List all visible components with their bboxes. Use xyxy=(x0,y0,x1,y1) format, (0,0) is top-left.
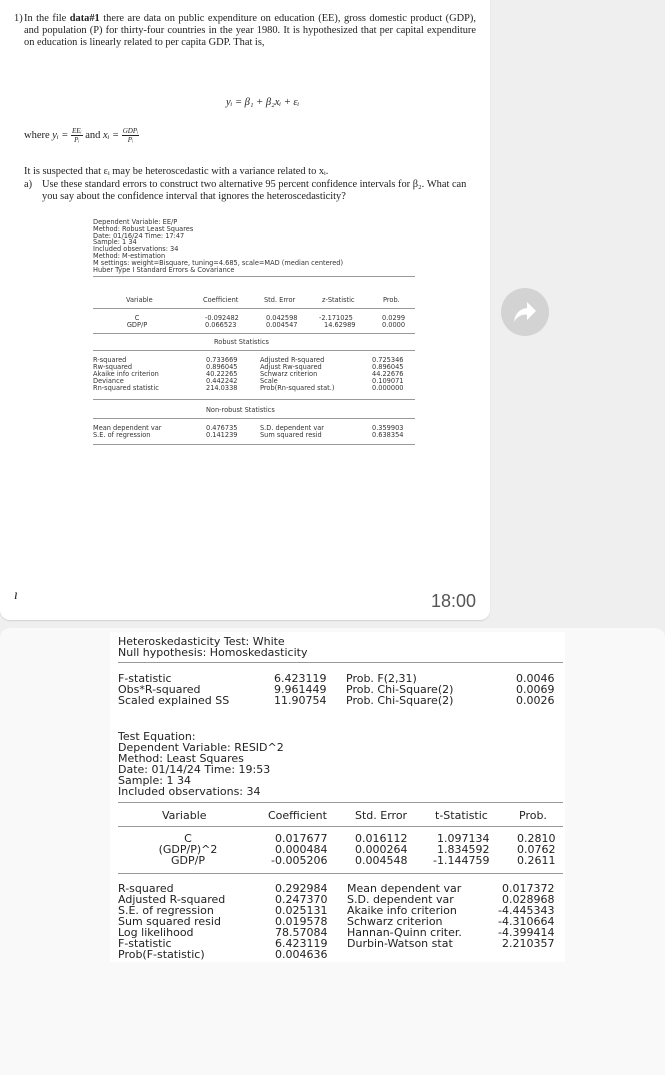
stat-value: 0.442242 xyxy=(206,377,238,385)
intro-text-2: there are data on public expenditure on education (EE), gross domestic product (GDP), and population (P) for thirty-four countries in the year 1980. It is hypothesized that per capital expenditure on education is linearly related to per capita GDP. That is, xyxy=(24,13,476,48)
section-title: Non-robust Statistics xyxy=(206,406,275,414)
column-header: Prob. xyxy=(383,296,400,304)
table-cell: 0.004548 xyxy=(355,854,408,867)
forward-arrow-icon xyxy=(513,301,537,323)
stat-label: Rn-squared statistic xyxy=(93,384,159,392)
table-cell-variable: GDP/P xyxy=(126,321,148,329)
divider xyxy=(118,873,563,874)
stat-label: Prob(Rn-squared stat.) xyxy=(260,384,335,392)
message-timestamp: 18:00 xyxy=(430,591,476,611)
stat-value: 0.004636 xyxy=(275,948,328,961)
x-denominator: Pᵢ xyxy=(127,136,134,144)
table-cell: 1.097134 xyxy=(437,832,490,845)
header-line: Dependent Variable: RESID^2 xyxy=(118,741,284,754)
message-bubble-image[interactable] xyxy=(0,0,490,620)
stat-label: S.D. dependent var xyxy=(260,424,324,432)
stat-label: Mean dependent var xyxy=(93,424,162,432)
stat-label: S.D. dependent var xyxy=(347,893,454,906)
stat-label: Obs*R-squared xyxy=(118,683,201,696)
divider xyxy=(118,662,563,663)
stat-value: 0.733669 xyxy=(206,356,238,364)
column-header: t-Statistic xyxy=(435,809,488,822)
table-cell: 0.2611 xyxy=(517,854,556,867)
intro-text-1: In the file xyxy=(24,13,70,24)
stat-value: 11.90754 xyxy=(274,694,327,707)
stat-label: Schwarz criterion xyxy=(260,370,318,378)
stat-label: Sum squared resid xyxy=(118,915,221,928)
stat-label: Log likelihood xyxy=(118,926,194,939)
table-cell: 0.017677 xyxy=(275,832,328,845)
stat-value: 214.0338 xyxy=(206,384,238,392)
stat-value: 0.0026 xyxy=(516,694,555,707)
stat-label: Adjusted R-squared xyxy=(118,893,226,906)
variable-definitions xyxy=(24,127,139,144)
stat-label: Sum squared resid xyxy=(260,431,322,439)
stat-label: Schwarz criterion xyxy=(347,915,443,928)
stat-label: Prob. Chi-Square(2) xyxy=(346,694,454,707)
header-line: Included observations: 34 xyxy=(93,245,179,254)
stat-label: F-statistic xyxy=(118,672,172,685)
robust-regression-output xyxy=(90,216,418,451)
stat-value: 0.896045 xyxy=(206,363,238,371)
regression-equation: yᵢ = β₁ + β₂xᵢ + εᵢ xyxy=(226,97,300,108)
table-cell: -0.092482 xyxy=(205,314,239,322)
question-image xyxy=(6,6,484,554)
y-denominator: Pᵢ xyxy=(74,136,80,144)
stat-label: Akaike info criterion xyxy=(93,370,159,378)
stat-label: Adjust Rw-squared xyxy=(260,363,322,371)
y-fraction xyxy=(71,127,83,144)
section-title: Robust Statistics xyxy=(214,338,269,346)
header-line: Dependent Variable: EE/P xyxy=(93,218,178,226)
data-file-name: data#1 xyxy=(69,13,100,24)
stat-value: 0.0069 xyxy=(516,683,555,696)
stat-value: 0.359903 xyxy=(372,424,404,432)
stat-label: Prob(F-statistic) xyxy=(118,948,205,961)
stat-label: Scaled explained SS xyxy=(118,694,230,707)
null-hypothesis: Null hypothesis: Homoskedasticity xyxy=(118,646,308,659)
column-header: Prob. xyxy=(519,809,547,822)
divider xyxy=(93,308,415,309)
stat-value: -4.310664 xyxy=(498,915,555,928)
y-definition-label: yᵢ = xyxy=(52,129,71,141)
stat-value: 0.017372 xyxy=(502,882,555,895)
divider xyxy=(93,444,415,445)
stat-value: -4.399414 xyxy=(498,926,555,939)
part-a-text: Use these standard errors to construct two alternative 95 percent confidence intervals for β₂. What can you say about the confidence interval that ignores the heteroscedasticity? xyxy=(42,179,467,202)
stat-value: 0.109071 xyxy=(372,377,404,385)
table-cell: 14.62989 xyxy=(324,321,356,329)
table-cell: -2.171025 xyxy=(319,314,353,322)
x-fraction xyxy=(122,127,140,144)
x-numerator: GDPᵢ xyxy=(122,127,139,135)
divider xyxy=(93,333,415,334)
header-line: Test Equation: xyxy=(118,730,196,743)
stat-label: Prob. F(2,31) xyxy=(346,672,417,685)
robust-output-header xyxy=(93,219,343,273)
stat-value: 0.896045 xyxy=(372,363,404,371)
column-header: Variable xyxy=(162,809,207,822)
table-cell: 0.004547 xyxy=(266,321,298,329)
stat-label: Mean dependent var xyxy=(347,882,462,895)
stat-value: 0.028968 xyxy=(502,893,555,906)
where-label: where xyxy=(24,129,53,141)
question-intro xyxy=(14,13,476,49)
stat-value: -4.445343 xyxy=(498,904,555,917)
divider xyxy=(118,826,563,827)
column-header: Std. Error xyxy=(264,296,296,304)
stat-label: S.E. of regression xyxy=(118,904,214,917)
header-line: Sample: 1 34 xyxy=(93,238,137,247)
table-cell-variable: (GDP/P)^2 xyxy=(158,843,218,856)
stat-value: 9.961449 xyxy=(274,683,327,696)
table-cell: 0.000484 xyxy=(275,843,328,856)
stat-value: 0.638354 xyxy=(372,431,404,439)
stat-value: 0.000000 xyxy=(372,384,404,392)
column-header: z-Statistic xyxy=(322,296,355,304)
table-cell: 0.042598 xyxy=(266,314,298,322)
stat-label: Hannan-Quinn criter. xyxy=(347,926,462,939)
header-line: Date: 01/14/24 Time: 19:53 xyxy=(118,763,271,776)
stat-value: 0.476735 xyxy=(206,424,238,432)
column-header: Coefficient xyxy=(268,809,327,822)
stat-label: Scale xyxy=(260,377,278,385)
table-cell: 0.0299 xyxy=(382,314,406,322)
white-test-output xyxy=(110,632,565,962)
table-cell-variable: C xyxy=(184,832,192,845)
header-line: Method: M-estimation xyxy=(93,251,166,260)
stat-label: R-squared xyxy=(118,882,174,895)
stat-label: F-statistic xyxy=(118,937,172,950)
stat-value: 0.725346 xyxy=(372,356,404,364)
column-header: Std. Error xyxy=(355,809,408,822)
message-mark: ı xyxy=(14,588,18,603)
test-title: Heteroskedasticity Test: White xyxy=(118,635,285,648)
table-cell: 1.834592 xyxy=(437,843,490,856)
table-cell-variable: GDP/P xyxy=(171,854,205,867)
stat-label: Akaike info criterion xyxy=(347,904,457,917)
divider xyxy=(93,276,415,277)
stat-label: Rw-squared xyxy=(93,363,133,371)
stat-value: 40.22265 xyxy=(206,370,238,378)
table-cell: 0.016112 xyxy=(355,832,408,845)
divider xyxy=(93,399,415,400)
column-header: Variable xyxy=(126,296,153,304)
table-cell: 0.2810 xyxy=(517,832,556,845)
table-cell: 0.066523 xyxy=(205,321,237,329)
stat-label: Adjusted R-squared xyxy=(260,356,325,364)
heteroscedasticity-note: It is suspected that εᵢ may be heteroscedastic with a variance related to xᵢ. xyxy=(24,166,329,177)
stat-label: S.E. of regression xyxy=(93,431,151,439)
stat-value: 0.141239 xyxy=(206,431,238,439)
stat-value: 44.22676 xyxy=(372,370,404,378)
table-cell: -0.005206 xyxy=(271,854,328,867)
x-definition-label: xᵢ = xyxy=(103,129,122,141)
table-cell: 0.000264 xyxy=(355,843,408,856)
stat-value: 6.423119 xyxy=(275,937,328,950)
stat-value: 0.292984 xyxy=(275,882,328,895)
stat-label: R-squared xyxy=(93,356,127,364)
table-cell-variable: C xyxy=(134,314,140,322)
stat-label: Deviance xyxy=(93,377,124,385)
stat-value: 0.019578 xyxy=(275,915,328,928)
stat-value: 0.247370 xyxy=(275,893,328,906)
stat-value: 0.025131 xyxy=(275,904,328,917)
and-label: and xyxy=(82,129,104,141)
stat-value: 0.0046 xyxy=(516,672,555,685)
stat-value: 6.423119 xyxy=(274,672,327,685)
stat-label: Prob. Chi-Square(2) xyxy=(346,683,454,696)
header-line: M settings: weight=Bisquare, tuning=4.685, scale=MAD (median centered) xyxy=(93,258,344,267)
divider xyxy=(118,802,563,803)
header-line: Method: Robust Least Squares xyxy=(93,224,194,233)
header-line: Date: 01/16/24 Time: 17:47 xyxy=(93,231,185,240)
y-numerator: EEᵢ xyxy=(71,127,82,135)
table-cell: -1.144759 xyxy=(433,854,490,867)
table-cell: 0.0000 xyxy=(382,321,406,329)
divider xyxy=(93,350,415,351)
divider xyxy=(93,418,415,419)
question-number: 1) xyxy=(14,13,23,24)
header-line: Huber Type I Standard Errors & Covariance xyxy=(93,265,235,274)
question-text-block xyxy=(6,6,484,212)
part-a-label: a) xyxy=(24,179,33,190)
header-line: Method: Least Squares xyxy=(118,752,244,765)
stat-label: Durbin-Watson stat xyxy=(347,937,453,950)
header-line: Sample: 1 34 xyxy=(118,774,191,787)
header-line: Included observations: 34 xyxy=(118,785,261,798)
stat-value: 78.57084 xyxy=(275,926,328,939)
table-cell: 0.0762 xyxy=(517,843,556,856)
stat-value: 2.210357 xyxy=(502,937,555,950)
column-header: Coefficient xyxy=(203,296,239,304)
forward-button[interactable] xyxy=(501,288,549,336)
message-bubble-image[interactable] xyxy=(0,628,665,1075)
